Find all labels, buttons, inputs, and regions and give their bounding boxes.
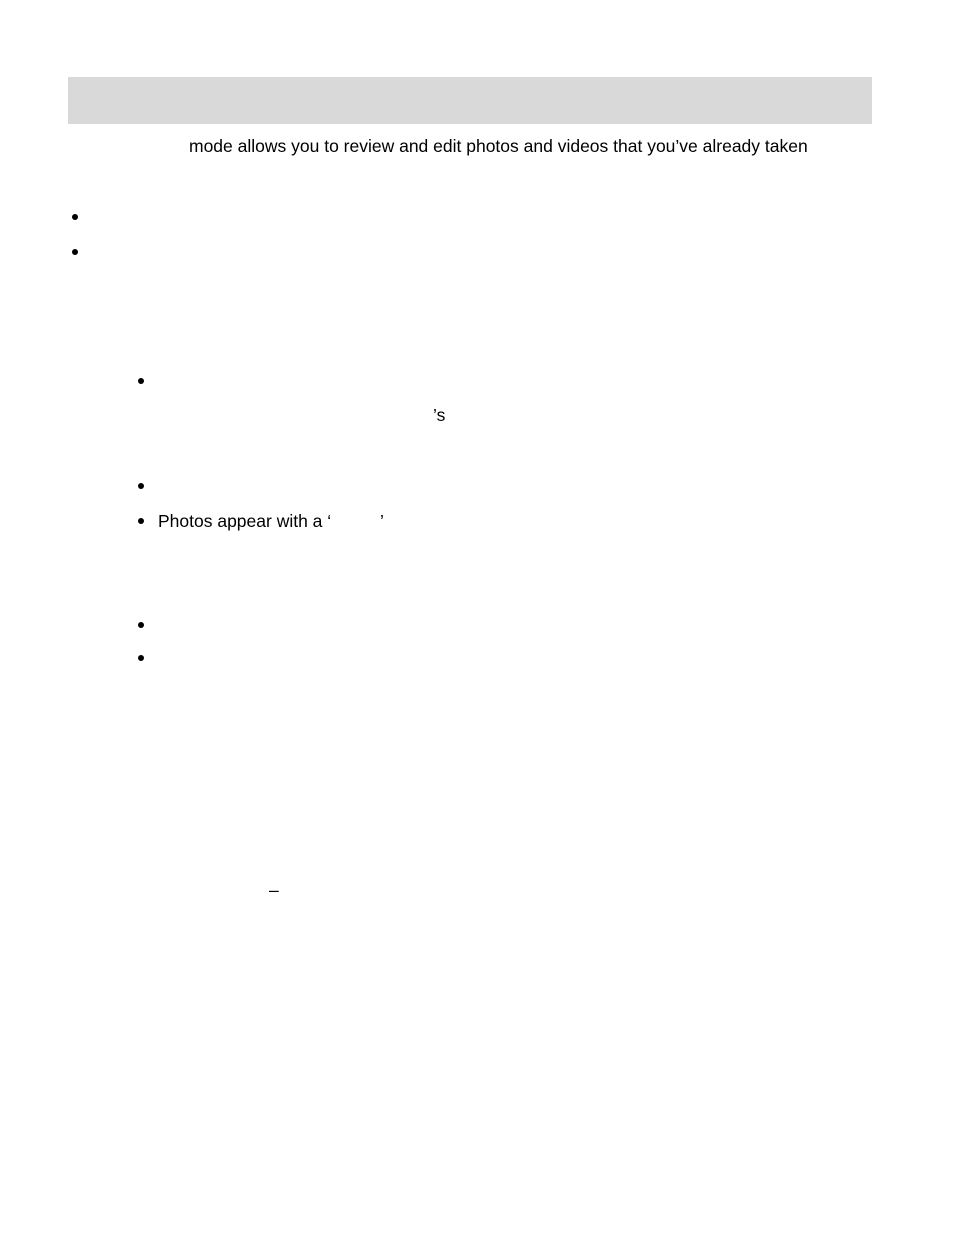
bullet-marker [138,378,144,384]
section-header-bar [68,77,872,124]
photos-appear-text: Photos appear with a ‘ [158,511,332,531]
bullet-marker [138,622,144,628]
bullet-marker [72,249,78,255]
intro-paragraph: mode allows you to review and edit photos and videos that you’ve already taken [189,136,808,156]
bullet-marker [138,483,144,489]
apostrophe-s-fragment: ’s [433,405,446,425]
closing-quote: ’ [380,511,384,531]
dash-fragment: – [269,880,279,900]
bullet-marker [138,655,144,661]
bullet-marker [72,214,78,220]
bullet-marker [138,518,144,524]
